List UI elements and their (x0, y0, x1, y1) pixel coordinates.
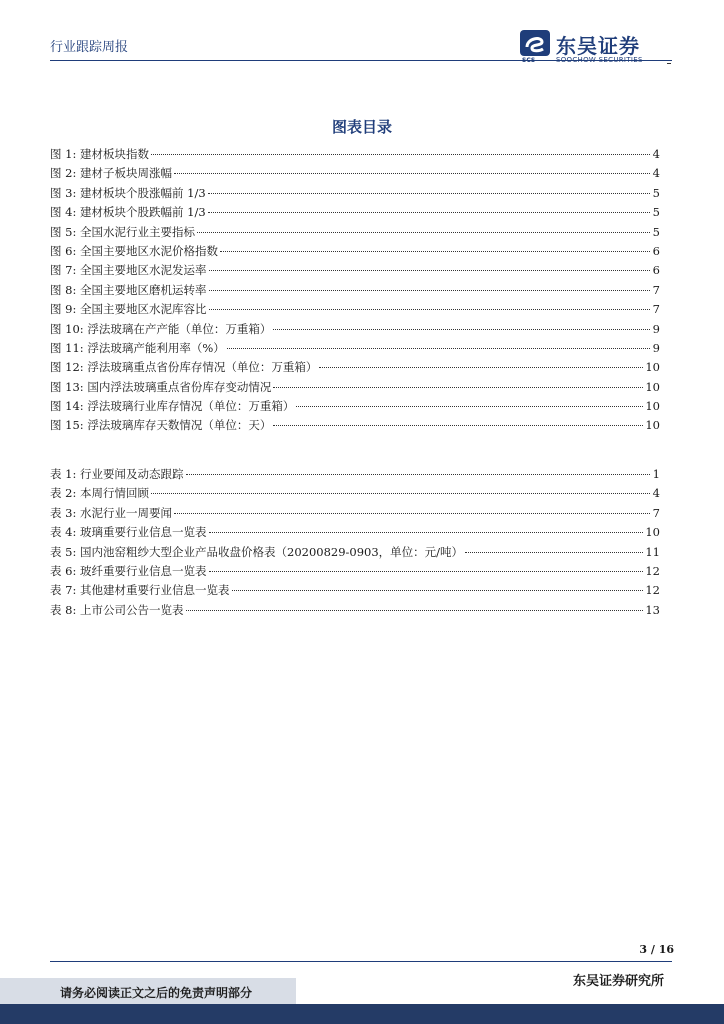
footer-divider (50, 961, 672, 962)
bottom-band (0, 1004, 724, 1024)
toc-entry[interactable]: 图 10: 浮法玻璃在产产能（单位：万重箱） 9 (50, 321, 660, 336)
logo-swirl-icon (520, 30, 550, 60)
logo-english-name: SOOCHOW SECURITIES (556, 56, 643, 64)
figure-list (50, 146, 660, 437)
logo-chinese-name: 东吴证券 (556, 34, 640, 58)
toc-entry[interactable]: 图 5: 全国水泥行业主要指标 5 (50, 224, 660, 239)
toc-entry[interactable]: 图 8: 全国主要地区磨机运转率 7 (50, 282, 660, 297)
toc-entry[interactable]: 表 7: 其他建材重要行业信息一览表 12 (50, 583, 660, 598)
toc-entry[interactable]: 图 11: 浮法玻璃产能利用率（%） 9 (50, 340, 660, 355)
toc-entry[interactable]: 表 6: 玻纤重要行业信息一览表 12 (50, 563, 660, 578)
research-institute: 东吴证券研究所 (572, 974, 664, 989)
toc-entry[interactable]: 图 4: 建材板块个股跌幅前 1/3 5 (50, 205, 660, 220)
toc-entry[interactable]: 图 12: 浮法玻璃重点省份库存情况（单位：万重箱） 10 (50, 360, 660, 375)
page-title: 图表目录 (331, 118, 392, 136)
toc-entry[interactable]: 图 3: 建材板块个股涨幅前 1/3 5 (50, 185, 660, 200)
toc-entry[interactable]: 图 14: 浮法玻璃行业库存情况（单位：万重箱） 10 (50, 399, 660, 414)
toc-entry[interactable]: 表 3: 水泥行业一周要闻 7 (50, 505, 660, 520)
toc-entry[interactable]: 表 5: 国内池窑粗纱大型企业产品收盘价格表（20200829-0903，单位：元/吨） 11 (50, 544, 660, 559)
toc-entry[interactable]: 表 1: 行业要闻及动态跟踪 1 (50, 467, 660, 481)
report-type: 行业跟踪周报 (50, 40, 129, 55)
toc-entry[interactable]: 图 1: 建材板块指数 4 (50, 147, 660, 161)
header-divider (50, 60, 672, 61)
toc-entry[interactable]: 图 15: 浮法玻璃库存天数情况（单位：天） 10 (50, 418, 660, 433)
toc-entry[interactable]: 图 7: 全国主要地区水泥发运率 6 (50, 263, 660, 278)
page-number: 3 / 16 (639, 943, 674, 956)
toc-entry[interactable]: 图 13: 国内浮法玻璃重点省份库存变动情况 10 (50, 379, 660, 394)
toc-entry[interactable]: 表 2: 本周行情回顾 4 (50, 486, 660, 501)
logo-abbr: SCS (522, 57, 536, 64)
header-mark (667, 63, 671, 64)
toc-entry[interactable]: 表 8: 上市公司公告一览表 13 (50, 602, 660, 617)
toc-entry[interactable]: 图 6: 全国主要地区水泥价格指数 6 (50, 243, 660, 258)
toc-entry[interactable]: 图 2: 建材子板块周涨幅 4 (50, 166, 660, 181)
table-list (50, 466, 660, 621)
disclaimer-text: 请务必阅读正文之后的免责声明部分 (60, 986, 253, 1000)
toc-entry[interactable]: 表 4: 玻璃重要行业信息一览表 10 (50, 525, 660, 540)
toc-entry[interactable]: 图 9: 全国主要地区水泥库容比 7 (50, 302, 660, 317)
